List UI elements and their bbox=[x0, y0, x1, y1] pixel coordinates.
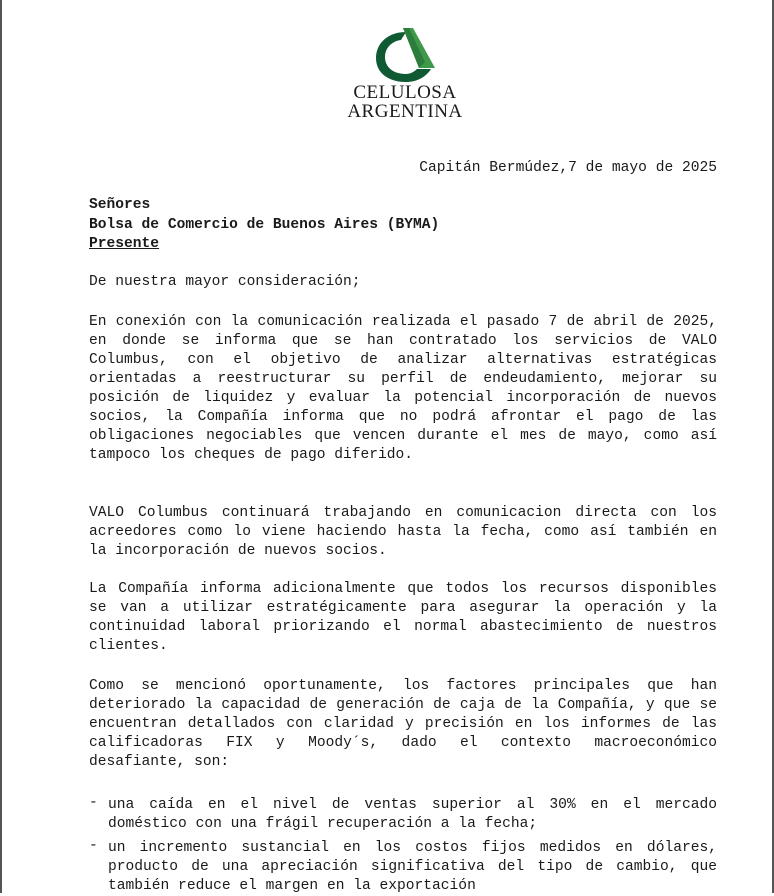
recipient-institution: Bolsa de Comercio de Buenos Aires (BYMA) bbox=[89, 216, 440, 233]
page-left-edge bbox=[0, 0, 2, 893]
salutation: De nuestra mayor consideración; bbox=[89, 274, 361, 290]
company-logo bbox=[345, 26, 465, 121]
recipient-block bbox=[89, 196, 439, 255]
recipient-presente: Presente bbox=[89, 236, 160, 252]
bullet-marker: - bbox=[89, 838, 98, 854]
logo-mark-icon bbox=[373, 26, 439, 84]
recipient-salutation-line: Señores bbox=[89, 197, 151, 213]
bullet-text: una caída en el nivel de ventas superior al 30% en el mercado doméstico con una frágil recuperación a la fecha; bbox=[108, 797, 717, 832]
paragraph-4: Como se mencionó oportunamente, los factores principales que han deteriorado la capacidad de generación de caja de la Compañía, y que se encuentran detallados con claridad y precisión en los informes de las calificadoras FIX y Moody´s, dado el contexto macroeconómico desafiante, son: bbox=[89, 678, 717, 770]
paragraph-3: La Compañía informa adicionalmente que todos los recursos disponibles se van a utilizar estratégicamente para asegurar la operación y la continuidad laboral priorizando el normal abastecimiento de nuestros clientes. bbox=[89, 581, 717, 654]
bullet-text: un incremento sustancial en los costos fijos medidos en dólares, producto de una apreciación significativa del tipo de cambio, que también reduce el margen en la exportación bbox=[108, 840, 717, 894]
letter-date: Capitán Bermúdez,7 de mayo de 2025 bbox=[419, 160, 717, 176]
logo-text-line1: CELULOSA bbox=[353, 82, 457, 103]
paragraph-1: En conexión con la comunicación realizada el pasado 7 de abril de 2025, en donde se informa que se han contratado los servicios de VALO Columbus, con el objetivo de analizar alternativas estratégicas orientadas a reestructurar su perfil de endeudamiento, mejorar su posición de liquidez y evaluar la potencial incorporación de nuevos socios, la Compañía informa que no podrá afrontar el pago de las obligaciones negociables que vencen durante el mes de mayo, como así tampoco los cheques de pago diferido. bbox=[89, 314, 717, 463]
paragraph-2: VALO Columbus continuará trabajando en comunicacion directa con los acreedores como lo viene haciendo hasta la fecha, como así también en la incorporación de nuevos socios. bbox=[89, 505, 717, 559]
logo-text-line2: ARGENTINA bbox=[347, 101, 463, 122]
bullet-marker: - bbox=[89, 795, 98, 811]
